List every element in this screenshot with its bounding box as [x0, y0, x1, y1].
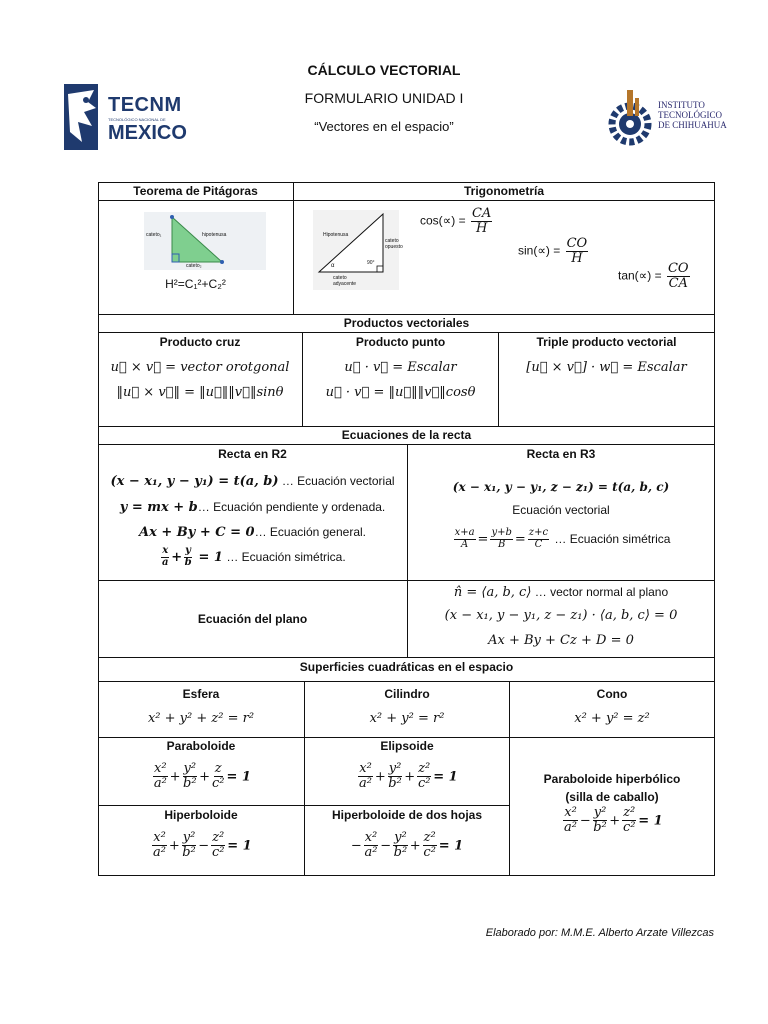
cilindro-header: Cilindro [384, 687, 430, 701]
trig-hipotenusa-label: Hipotenusa [323, 232, 349, 238]
elip-d2: b² [388, 775, 402, 791]
r2-pendiente-formula: y = mx + b [119, 500, 198, 515]
punto-formula-2: u⃗ · v⃗ = ‖u⃗‖‖v⃗‖cosθ [325, 385, 476, 400]
cruz-header: Producto cruz [159, 335, 241, 349]
parab-eq: = 1 [226, 769, 251, 785]
sin-lhs: sin(∝) = [518, 243, 561, 258]
r3-sim-frac3 [528, 528, 549, 550]
hpar-d2: b² [593, 819, 607, 835]
hiperbolico-formula: $\frac{\text{x²}}{\text{a²}}$ − $\frac{\text{y²}}{\text{b²}}$ + $\frac{\text{z²}}{\text{c²}}$ = 1 [564, 805, 663, 835]
r3-sim-frac2 [490, 528, 512, 550]
r2-sim-frac2 [184, 546, 192, 568]
hpar-d1: a² [564, 819, 578, 835]
pitagoras-hipotenusa-label: hipotenusa [202, 232, 227, 238]
hip-frac3 [211, 831, 225, 859]
cos-formula [420, 207, 494, 235]
hip-n2: y² [182, 830, 196, 845]
cos-num: CA [471, 206, 492, 221]
tan-formula [618, 262, 692, 290]
r2-sim-desc: … Ecuación simétrica. [222, 550, 346, 565]
r3-vectorial-formula: (x − x₁, y − y₁, z − z₁) = t(a, b, c) [452, 480, 670, 494]
parab-d3: c² [211, 775, 225, 791]
document-title: CÁLCULO VECTORIAL [307, 62, 461, 78]
itch-logo [608, 86, 728, 148]
dh-frac3 [423, 831, 437, 859]
recta-header: Ecuaciones de la recta [341, 428, 472, 442]
r2-sim-frac1-num: x [162, 545, 169, 556]
hpar-n3: z² [623, 805, 636, 820]
r3-sim-frac2-num: y+b [491, 527, 512, 538]
tecnm-logo-line2: TECNOLÓGICO NACIONAL DE [108, 117, 166, 122]
trig-alpha-label: α [331, 263, 335, 269]
gear-emblem-icon [608, 86, 652, 148]
dh-d1: a² [364, 844, 378, 860]
r2-sim-frac1 [161, 546, 169, 568]
paraboloide-formula: $\frac{\text{x²}}{\text{a²}}$ + $\frac{\text{y²}}{\text{b²}}$ + $\frac{z}{\text{c²}}$ = 1 [153, 761, 251, 791]
dh-n3: z² [423, 830, 436, 845]
dh-frac2 [393, 831, 408, 859]
tan-lhs: tan(∝) = [618, 268, 662, 283]
itch-logo-line2: TECNOLÓGICO [658, 110, 722, 120]
hiperboloide-formula: $\frac{\text{x²}}{\text{a²}}$ + $\frac{\text{y²}}{\text{b²}}$ − $\frac{\text{z²}}{\text{c²}}$ = 1 [153, 830, 252, 860]
dh-d3: c² [423, 844, 436, 860]
triple-header: Triple producto vectorial [536, 335, 677, 349]
tecnm-logo [64, 82, 187, 152]
hip-d3: c² [211, 844, 225, 860]
hip-n3: z² [212, 830, 225, 845]
trig-opuesto-label: cateto opuesto [385, 238, 403, 250]
itch-logo-line3: DE CHIHUAHUA [658, 120, 727, 130]
elip-n3: z² [418, 761, 431, 776]
elip-frac1 [358, 762, 373, 790]
parab-n1: x² [154, 761, 167, 776]
pitagoras-cateto1-label: cateto₁ [146, 232, 162, 238]
parab-frac1 [153, 762, 168, 790]
plano-normal-desc: … vector normal al plano [531, 585, 669, 599]
tan-fraction [667, 262, 690, 290]
sin-fraction [566, 237, 589, 265]
elip-n1: x² [359, 761, 372, 776]
r3-sim-frac1 [454, 528, 476, 550]
right-triangle-icon [144, 212, 266, 270]
tan-num: CO [667, 261, 689, 276]
pitagoras-formula: H²=C₁²+C₂² [165, 277, 226, 291]
plano-header: Ecuación del plano [197, 612, 308, 626]
r3-sim-frac3-num: z+c [528, 527, 549, 538]
elipsoide-formula: $\frac{\text{x²}}{\text{a²}}$ + $\frac{\text{y²}}{\text{b²}}$ + $\frac{\text{z²}}{\text{c²}}$ = 1 [359, 761, 458, 791]
hip-n1: x² [153, 830, 166, 845]
esfera-formula: x² + y² + z² = r² [147, 711, 255, 726]
dos-hojas-formula: − $\frac{\text{x²}}{\text{a²}}$ − $\frac{\text{y²}}{\text{b²}}$ + $\frac{\text{z²}}{\text{c²}}$ = 1 [350, 830, 464, 860]
trig-diagram [313, 210, 403, 290]
dh-n2: y² [394, 830, 407, 845]
hiperbolico-subheader: (silla de caballo) [565, 790, 659, 804]
pitagoras-diagram [144, 212, 266, 270]
plano-normal [408, 583, 714, 601]
trig-header: Trigonometría [463, 184, 544, 198]
tecnm-logo-line1: TECNM [108, 94, 182, 116]
hpar-n2: y² [593, 805, 607, 820]
r2-pendiente [98, 498, 407, 516]
r2-general-formula: Ax + By + C = 0 [138, 525, 255, 540]
sin-formula [518, 237, 590, 265]
parab-n2: y² [183, 761, 197, 776]
cono-header: Cono [596, 687, 628, 701]
r3-sim-frac1-den: A [460, 538, 469, 550]
plano-formula-2: (x − x₁, y − y₁, z − z₁) · ⟨a, b, c⟩ = 0 [444, 608, 678, 623]
r3-sim-desc: … Ecuación simétrica [551, 532, 671, 547]
elipsoide-header: Elipsoide [380, 739, 434, 753]
hpar-frac3 [622, 806, 636, 834]
eagle-emblem-icon [64, 82, 104, 152]
r2-general [98, 523, 407, 541]
elip-d3: c² [417, 775, 431, 791]
plano-formula-3: Ax + By + Cz + D = 0 [488, 633, 634, 648]
r2-vectorial-desc: … Ecuación vectorial [278, 474, 395, 488]
hip-frac2 [182, 831, 197, 859]
author-footer: Elaborado por: M.M.E. Alberto Arzate Villezcas [485, 927, 714, 939]
parab-frac2 [183, 762, 198, 790]
r3-sim-frac1-num: x+a [454, 527, 475, 538]
r2-pendiente-desc: … Ecuación pendiente y ordenada. [197, 500, 386, 514]
hpar-frac1 [563, 806, 578, 834]
cos-den: H [475, 220, 488, 236]
superficies-header: Superficies cuadráticas en el espacio [299, 660, 514, 674]
cruz-formula-1: u⃗ × v⃗ = vector orotgonal [110, 360, 290, 375]
parab-d2: b² [183, 775, 197, 791]
r2-vectorial [98, 472, 407, 490]
hip-frac1 [152, 831, 167, 859]
productos-header: Productos vectoriales [343, 316, 470, 330]
hiperbolico-header: Paraboloide hiperbólico [543, 772, 681, 786]
r3-vectorial-desc: Ecuación vectorial [512, 503, 610, 517]
cruz-formula-2: ‖u⃗ × v⃗‖ = ‖u⃗‖‖v⃗‖sinθ [116, 385, 284, 400]
r2-general-desc: … Ecuación general. [254, 525, 366, 539]
parab-frac3 [212, 762, 225, 790]
cilindro-formula: x² + y² = r² [369, 711, 445, 726]
r2-sim-frac2-den: b [184, 556, 192, 568]
r2-sim-frac1-den: a [162, 556, 169, 568]
hip-d2: b² [182, 844, 196, 860]
r2-vectorial-formula: (x − x₁, y − y₁) = t(a, b) [110, 474, 279, 489]
pitagoras-header: Teorema de Pitágoras [133, 184, 258, 198]
dh-frac1 [364, 831, 379, 859]
cos-lhs: cos(∝) = [420, 213, 466, 228]
sin-num: CO [566, 236, 588, 251]
elip-eq: = 1 [433, 769, 458, 785]
hiperboloide-header: Hiperboloide [164, 808, 238, 822]
trig-adyacente-label: cateto adyacente [333, 275, 357, 287]
trig-90-label: 90° [367, 260, 375, 266]
hpar-eq: = 1 [638, 813, 663, 829]
r2-sim-frac2-num: y [185, 545, 191, 556]
elip-d1: a² [359, 775, 373, 791]
document-topic: “Vectores en el espacio” [314, 119, 454, 134]
dos-hojas-header: Hiperboloide de dos hojas [331, 808, 483, 822]
r2-sim-eq: = 1 [193, 550, 223, 566]
dh-eq: = 1 [438, 838, 464, 854]
tecnm-logo-line3: MEXICO [108, 122, 187, 144]
r3-simetrica: $\frac{x+a}{A}$ = $\frac{y+b}{B}$ = $\frac{z+c}{C}$ … Ecuación simétrica [454, 527, 671, 550]
r2-header: Recta en R2 [218, 447, 287, 461]
r3-sim-frac3-den: C [534, 538, 543, 550]
hpar-d3: c² [622, 819, 636, 835]
dh-n1: x² [364, 830, 378, 845]
esfera-header: Esfera [182, 687, 220, 701]
hpar-n1: x² [564, 805, 577, 820]
r3-sim-frac2-den: B [497, 538, 506, 550]
dh-d2: b² [393, 844, 408, 860]
plano-normal-formula: n̂ = ⟨a, b, c⟩ [453, 585, 532, 600]
elip-frac3 [417, 762, 431, 790]
cos-fraction [471, 207, 492, 235]
pitagoras-cateto2-label: cateto₂ [186, 263, 202, 269]
elip-n2: y² [388, 761, 402, 776]
document-subtitle: FORMULARIO UNIDAD I [304, 90, 464, 106]
r2-simetrica: $\frac{x}{a}$ + $\frac{y}{b}$ = 1 … Ecuación simétrica. [162, 545, 346, 568]
hip-eq: = 1 [227, 838, 252, 854]
tan-den: CA [668, 275, 688, 291]
triple-formula-1: [u⃗ × v⃗] · w⃗ = Escalar [526, 360, 687, 375]
parab-d1: a² [153, 775, 167, 791]
paraboloide-header: Paraboloide [166, 739, 236, 753]
sin-den: H [571, 250, 583, 266]
r3-header: Recta en R3 [526, 447, 596, 461]
punto-header: Producto punto [355, 335, 446, 349]
hpar-frac2 [593, 806, 608, 834]
cono-formula: x² + y² = z² [574, 711, 650, 726]
elip-frac2 [388, 762, 403, 790]
punto-formula-1: u⃗ · v⃗ = Escalar [344, 360, 457, 375]
parab-n3: z [214, 761, 222, 776]
hip-d1: a² [153, 844, 167, 860]
itch-logo-line1: INSTITUTO [658, 100, 705, 110]
